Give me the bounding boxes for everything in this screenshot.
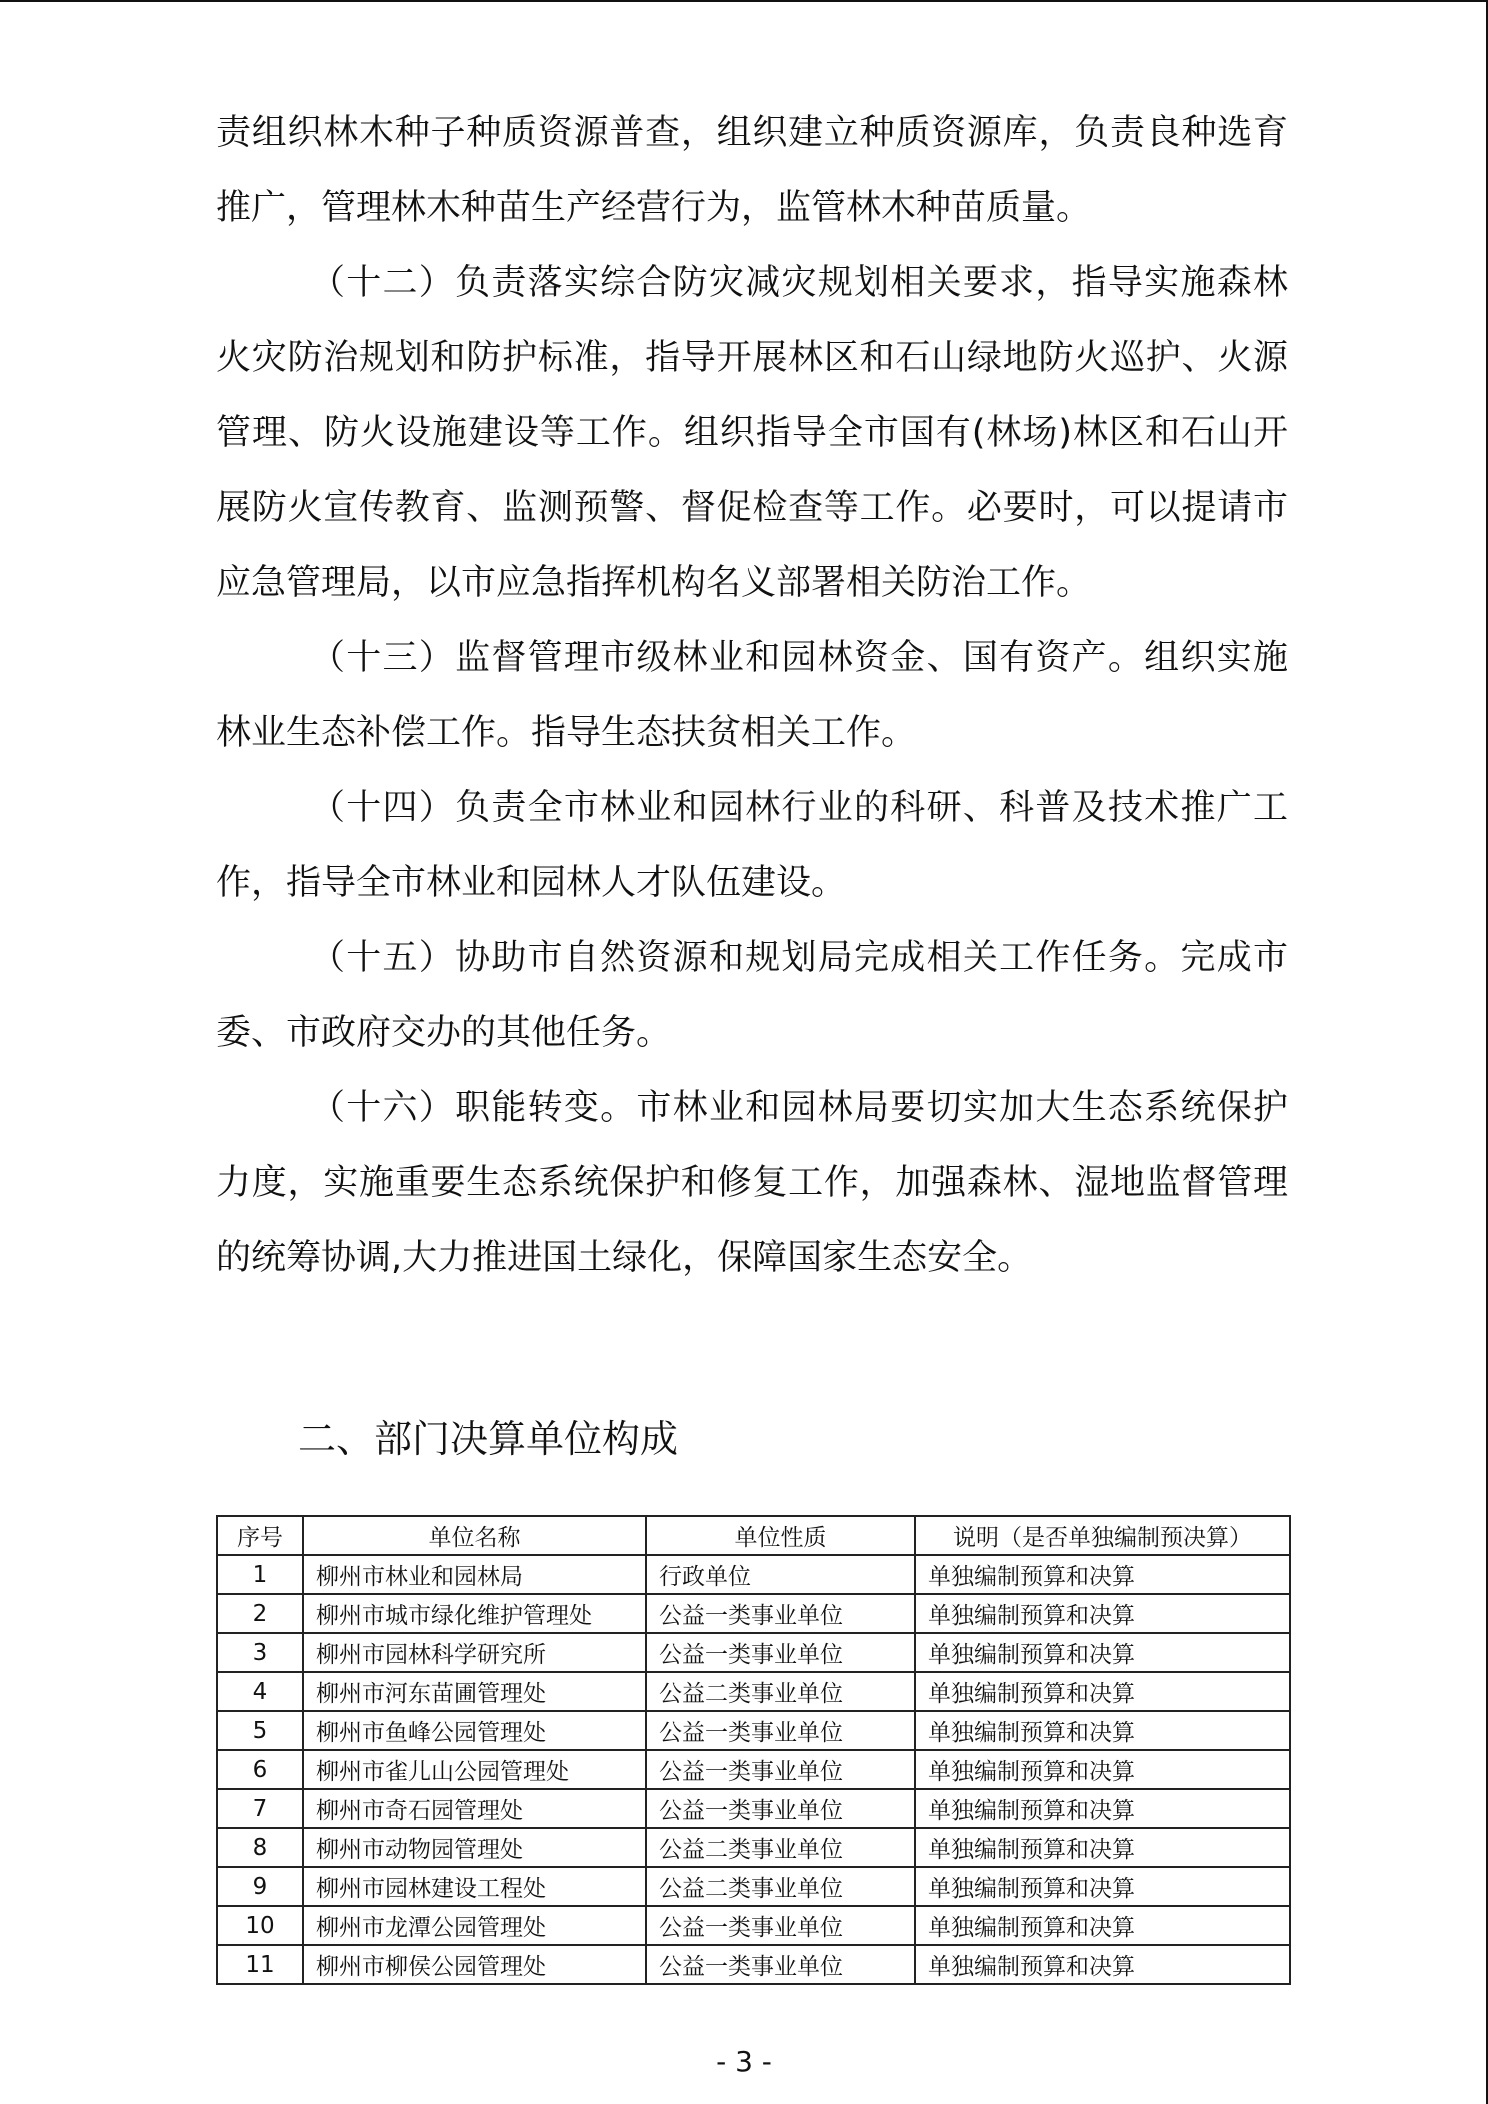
table-row (217, 1594, 1290, 1633)
table-row (217, 1906, 1290, 1945)
cell-unit-type: 公益二类事业单位 (646, 1867, 915, 1906)
cell-unit-type: 公益一类事业单位 (646, 1750, 915, 1789)
table-row (217, 1828, 1290, 1867)
cell-note: 单独编制预算和决算 (915, 1594, 1290, 1633)
body-text (216, 96, 1288, 1296)
table-header-row (217, 1516, 1290, 1555)
cell-unit-name: 柳州市雀儿山公园管理处 (303, 1750, 646, 1789)
cell-unit-type: 行政单位 (646, 1555, 915, 1594)
cell-note: 单独编制预算和决算 (915, 1828, 1290, 1867)
page-border-top (0, 0, 1488, 2)
cell-note: 单独编制预算和决算 (915, 1945, 1290, 1984)
table-row (217, 1750, 1290, 1789)
cell-note: 单独编制预算和决算 (915, 1672, 1290, 1711)
table-row (217, 1555, 1290, 1594)
cell-unit-name: 柳州市园林建设工程处 (303, 1867, 646, 1906)
header-note: 说明（是否单独编制预决算） (915, 1516, 1290, 1555)
paragraph: （十三）监督管理市级林业和园林资金、国有资产。组织实施林业生态补偿工作。指导生态扶贫相关工作。 (216, 638, 1288, 753)
cell-serial-number: 6 (217, 1750, 303, 1789)
cell-unit-name: 柳州市林业和园林局 (303, 1555, 646, 1594)
table-row (217, 1789, 1290, 1828)
page-number: - 3 - (716, 2045, 772, 2078)
cell-unit-name: 柳州市柳侯公园管理处 (303, 1945, 646, 1984)
cell-note: 单独编制预算和决算 (915, 1555, 1290, 1594)
paragraph: （十四）负责全市林业和园林行业的科研、科普及技术推广工作，指导全市林业和园林人才队伍建设。 (216, 788, 1288, 903)
cell-unit-type: 公益二类事业单位 (646, 1828, 915, 1867)
cell-unit-name: 柳州市鱼峰公园管理处 (303, 1711, 646, 1750)
cell-unit-name: 柳州市河东苗圃管理处 (303, 1672, 646, 1711)
cell-serial-number: 3 (217, 1633, 303, 1672)
cell-serial-number: 2 (217, 1594, 303, 1633)
cell-serial-number: 9 (217, 1867, 303, 1906)
cell-unit-type: 公益二类事业单位 (646, 1672, 915, 1711)
paragraph: 责组织林木种子种质资源普查，组织建立种质资源库，负责良种选育推广，管理林木种苗生产经营行为，监管林木种苗质量。 (216, 113, 1288, 228)
table-row (217, 1672, 1290, 1711)
table-row (217, 1867, 1290, 1906)
cell-note: 单独编制预算和决算 (915, 1906, 1290, 1945)
paragraph: （十五）协助市自然资源和规划局完成相关工作任务。完成市委、市政府交办的其他任务。 (216, 938, 1288, 1053)
cell-unit-type: 公益一类事业单位 (646, 1711, 915, 1750)
cell-note: 单独编制预算和决算 (915, 1867, 1290, 1906)
section-heading: 二、部门决算单位构成 (298, 1417, 679, 1461)
cell-unit-name: 柳州市奇石园管理处 (303, 1789, 646, 1828)
cell-serial-number: 11 (217, 1945, 303, 1984)
table-row (217, 1711, 1290, 1750)
cell-unit-type: 公益一类事业单位 (646, 1906, 915, 1945)
cell-serial-number: 8 (217, 1828, 303, 1867)
cell-serial-number: 1 (217, 1555, 303, 1594)
cell-note: 单独编制预算和决算 (915, 1750, 1290, 1789)
cell-unit-type: 公益一类事业单位 (646, 1945, 915, 1984)
cell-unit-type: 公益一类事业单位 (646, 1633, 915, 1672)
cell-unit-type: 公益一类事业单位 (646, 1789, 915, 1828)
cell-unit-name: 柳州市城市绿化维护管理处 (303, 1594, 646, 1633)
cell-unit-name: 柳州市园林科学研究所 (303, 1633, 646, 1672)
cell-serial-number: 10 (217, 1906, 303, 1945)
paragraph: （十二）负责落实综合防灾减灾规划相关要求，指导实施森林火灾防治规划和防护标准，指导开展林区和石山绿地防火巡护、火源管理、防火设施建设等工作。组织指导全市国有(林场)林区和石山开展防火宣传教育、监测预警、督促检查等工作。必要时，可以提请市应急管理局，以市应急指挥机构名义部署相关防治工作。 (216, 263, 1288, 603)
header-unit-type: 单位性质 (646, 1516, 915, 1555)
cell-serial-number: 4 (217, 1672, 303, 1711)
cell-note: 单独编制预算和决算 (915, 1789, 1290, 1828)
cell-note: 单独编制预算和决算 (915, 1711, 1290, 1750)
cell-unit-name: 柳州市龙潭公园管理处 (303, 1906, 646, 1945)
header-unit-name: 单位名称 (303, 1516, 646, 1555)
table-row (217, 1945, 1290, 1984)
cell-unit-type: 公益一类事业单位 (646, 1594, 915, 1633)
header-serial-number: 序号 (217, 1516, 303, 1555)
table-body (217, 1555, 1290, 1984)
unit-composition-table (216, 1515, 1291, 1985)
table-row (217, 1633, 1290, 1672)
paragraph: （十六）职能转变。市林业和园林局要切实加大生态系统保护力度，实施重要生态系统保护和修复工作，加强森林、湿地监督管理的统筹协调,大力推进国土绿化，保障国家生态安全。 (216, 1088, 1288, 1278)
cell-unit-name: 柳州市动物园管理处 (303, 1828, 646, 1867)
cell-serial-number: 7 (217, 1789, 303, 1828)
cell-serial-number: 5 (217, 1711, 303, 1750)
cell-note: 单独编制预算和决算 (915, 1633, 1290, 1672)
